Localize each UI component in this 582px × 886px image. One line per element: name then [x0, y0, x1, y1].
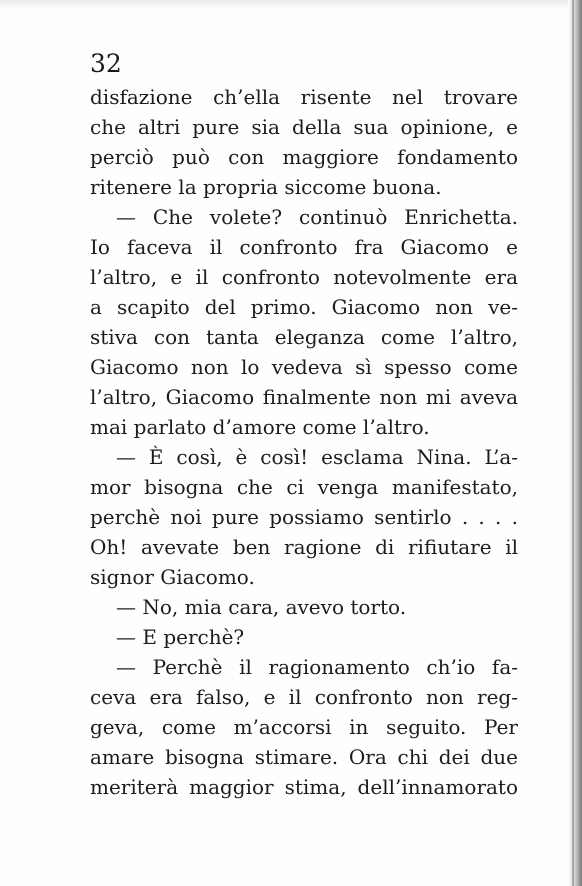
text-line: — No, mia cara, avevo torto.: [116, 595, 407, 619]
text-line: ceva era falso, e il confronto non reg-: [90, 685, 518, 709]
text-line: a scapito del primo. Giacomo non ve-: [90, 295, 518, 319]
body-text: [90, 82, 518, 802]
text-line: ritenere la propria siccome buona.: [90, 175, 442, 199]
text-line: geva, come m’accorsi in seguito. Per: [90, 715, 518, 739]
text-line: meriterà maggior stima, dell’innamorato: [90, 775, 518, 799]
text-line: Io faceva il confronto fra Giacomo e: [90, 235, 518, 259]
text-line: — È così, è così! esclama Nina. L’a-: [116, 445, 518, 469]
page-edge-line: [572, 0, 574, 886]
text-line: — E perchè?: [116, 625, 245, 649]
page-top-edge: [0, 0, 582, 8]
page-binding-shadow: [568, 0, 582, 886]
text-line: stiva con tanta eleganza come l’altro,: [90, 325, 518, 349]
text-line: — Perchè il ragionamento ch’io fa-: [116, 655, 518, 679]
text-line: amare bisogna stimare. Ora chi dei due: [90, 745, 518, 769]
text-line: Oh! avevate ben ragione di rifiutare il: [90, 535, 518, 559]
page-number: 32: [90, 49, 122, 78]
text-line: che altri pure sia della sua opinione, e: [90, 115, 518, 139]
text-line: perciò può con maggiore fondamento: [90, 145, 518, 169]
text-line: disfazione ch’ella risente nel trovare: [90, 85, 518, 109]
text-line: l’altro, e il confronto notevolmente era: [90, 265, 518, 289]
text-line: — Che volete? continuò Enrichetta.: [116, 205, 518, 229]
text-line: Giacomo non lo vedeva sì spesso come: [90, 355, 518, 379]
text-line: signor Giacomo.: [90, 565, 255, 589]
text-line: l’altro, Giacomo finalmente non mi aveva: [90, 385, 518, 409]
text-line: mai parlato d’amore come l’altro.: [90, 415, 430, 439]
text-line: mor bisogna che ci venga manifestato,: [90, 475, 518, 499]
text-line: perchè noi pure possiamo sentirlo . . . .: [90, 505, 518, 529]
